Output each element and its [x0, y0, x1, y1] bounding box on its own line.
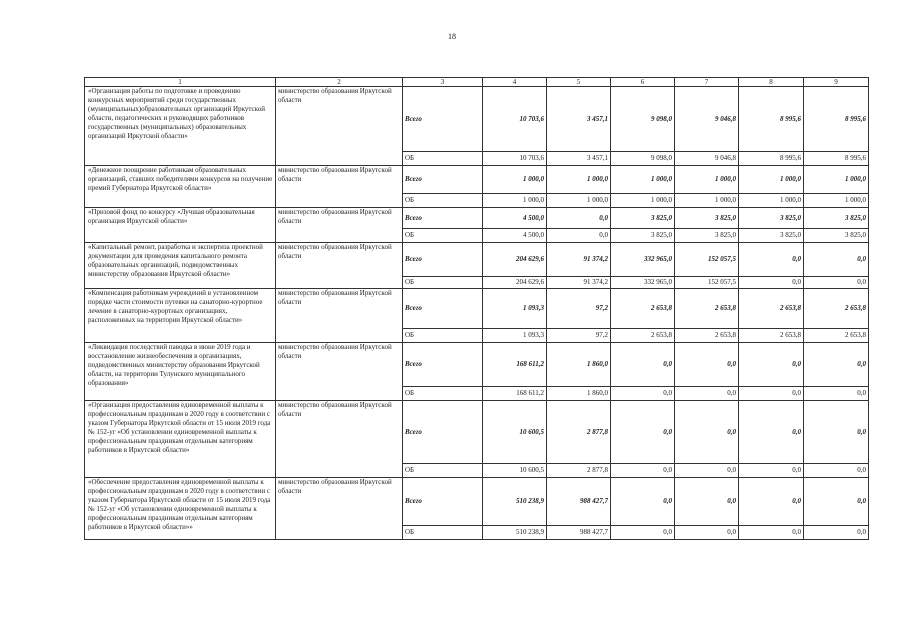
budget-value: 0,0 — [804, 526, 869, 540]
budget-value: 8 995,6 — [804, 152, 869, 166]
budget-value: 1 000,0 — [739, 194, 804, 208]
budget-value: 2 877,8 — [547, 464, 611, 478]
budget-value: 1 000,0 — [804, 194, 869, 208]
total-value: 0,0 — [804, 478, 869, 526]
measure-name: «Денежное поощрение работникам образовательных организаций, ставших победителями конкурсов на получение премий Губернатора Иркутской области» — [85, 166, 276, 208]
table-row — [85, 243, 869, 277]
budget-value: 3 825,0 — [739, 229, 804, 243]
total-value: 2 653,8 — [804, 289, 869, 329]
budget-value: 0,0 — [739, 277, 804, 289]
total-value: 988 427,7 — [547, 478, 611, 526]
total-value: 0,0 — [804, 401, 869, 464]
total-value: 3 825,0 — [611, 208, 675, 229]
total-value: 0,0 — [675, 401, 739, 464]
budget-value: 2 653,8 — [611, 329, 675, 343]
total-value: 1 000,0 — [483, 166, 547, 194]
table-row — [85, 208, 869, 229]
total-value: 1 000,0 — [804, 166, 869, 194]
budget-value: 152 057,5 — [675, 277, 739, 289]
column-header: 4 — [483, 78, 547, 87]
total-value: 2 653,8 — [739, 289, 804, 329]
budget-value: 2 653,8 — [739, 329, 804, 343]
total-value: 0,0 — [739, 243, 804, 277]
budget-source-label: ОБ — [403, 152, 483, 166]
responsible-org: министерство образования Иркутской области — [276, 87, 403, 166]
budget-value: 8 995,6 — [739, 152, 804, 166]
column-header: 1 — [85, 78, 276, 87]
measure-name: «Организация предоставления единовременной выплаты к профессиональным праздникам в 2020 году в соответствии с указом Губернатора Иркутской области от 15 июля 2019 года № 152-уг «Об установлении единовременной выплаты к профессиональным праздникам отдельным категориям работников в Иркутской области» — [85, 401, 276, 478]
responsible-org: министерство образования Иркутской области — [276, 289, 403, 343]
budget-value: 9 098,0 — [611, 152, 675, 166]
total-value: 9 046,8 — [675, 87, 739, 152]
total-value: 3 825,0 — [739, 208, 804, 229]
responsible-org: министерство образования Иркутской области — [276, 478, 403, 540]
table-row — [85, 401, 869, 464]
column-header: 7 — [675, 78, 739, 87]
budget-value: 0,0 — [675, 526, 739, 540]
budget-value: 91 374,2 — [547, 277, 611, 289]
budget-value: 10 703,6 — [483, 152, 547, 166]
total-value: 1 000,0 — [675, 166, 739, 194]
total-value: 4 500,0 — [483, 208, 547, 229]
total-label: Всего — [403, 401, 483, 464]
budget-value: 0,0 — [547, 229, 611, 243]
responsible-org: министерство образования Иркутской области — [276, 166, 403, 208]
budget-value: 0,0 — [675, 387, 739, 401]
budget-value: 3 825,0 — [804, 229, 869, 243]
budget-value: 0,0 — [739, 387, 804, 401]
total-value: 97,2 — [547, 289, 611, 329]
total-value: 204 629,6 — [483, 243, 547, 277]
total-value: 1 000,0 — [739, 166, 804, 194]
total-value: 0,0 — [739, 343, 804, 387]
total-value: 3 457,1 — [547, 87, 611, 152]
responsible-org: министерство образования Иркутской области — [276, 343, 403, 401]
budget-value: 1 860,0 — [547, 387, 611, 401]
total-value: 1 860,0 — [547, 343, 611, 387]
measure-name: «Призовой фонд по конкурсу «Лучшая образовательная организация Иркутской области» — [85, 208, 276, 243]
total-value: 0,0 — [611, 343, 675, 387]
budget-value: 4 500,0 — [483, 229, 547, 243]
total-value: 10 600,5 — [483, 401, 547, 464]
total-value: 8 995,6 — [739, 87, 804, 152]
total-value: 2 653,8 — [611, 289, 675, 329]
budget-value: 0,0 — [804, 277, 869, 289]
total-label: Всего — [403, 343, 483, 387]
budget-source-label: ОБ — [403, 277, 483, 289]
measure-name: «Компенсация работникам учреждений в установленном порядке части стоимости путевки на санаторно-курортное лечение в санаторно-курортных организациях, расположенных на территории Иркутской области» — [85, 289, 276, 343]
total-value: 0,0 — [804, 243, 869, 277]
total-value: 2 877,8 — [547, 401, 611, 464]
total-value: 2 653,8 — [675, 289, 739, 329]
total-value: 8 995,6 — [804, 87, 869, 152]
total-label: Всего — [403, 478, 483, 526]
responsible-org: министерство образования Иркутской области — [276, 401, 403, 478]
budget-value: 168 611,2 — [483, 387, 547, 401]
budget-value: 988 427,7 — [547, 526, 611, 540]
column-header: 9 — [804, 78, 869, 87]
total-label: Всего — [403, 87, 483, 152]
column-header: 5 — [547, 78, 611, 87]
budget-value: 1 093,3 — [483, 329, 547, 343]
total-value: 0,0 — [739, 401, 804, 464]
budget-value: 0,0 — [611, 526, 675, 540]
table-row — [85, 166, 869, 194]
budget-value: 1 000,0 — [675, 194, 739, 208]
budget-value: 510 238,9 — [483, 526, 547, 540]
responsible-org: министерство образования Иркутской области — [276, 208, 403, 243]
total-value: 1 000,0 — [547, 166, 611, 194]
measure-name: «Организация работы по подготовке и проведению конкурсных мероприятий среди государственных (муниципальных)образовательных организаций Иркутской области, педагогических и руководящих работников государственных (муниципальных) образовательных организаций Иркутской области» — [85, 87, 276, 166]
page-number: 18 — [448, 32, 456, 41]
total-label: Всего — [403, 243, 483, 277]
total-value: 0,0 — [675, 478, 739, 526]
total-value: 0,0 — [739, 478, 804, 526]
total-value: 1 000,0 — [611, 166, 675, 194]
table-row — [85, 87, 869, 152]
budget-source-label: ОБ — [403, 387, 483, 401]
measure-name: «Капитальный ремонт, разработка и экспертиза проектной документации для проведения капитального ремонта образовательных организаций, подведомственных министерству образования Иркутской области» — [85, 243, 276, 289]
total-value: 168 611,2 — [483, 343, 547, 387]
budget-value: 1 000,0 — [547, 194, 611, 208]
responsible-org: министерство образования Иркутской области — [276, 243, 403, 289]
column-header: 3 — [403, 78, 483, 87]
budget-value: 10 600,5 — [483, 464, 547, 478]
budget-source-label: ОБ — [403, 329, 483, 343]
total-value: 0,0 — [804, 343, 869, 387]
budget-source-label: ОБ — [403, 526, 483, 540]
total-value: 0,0 — [675, 343, 739, 387]
budget-value: 0,0 — [675, 464, 739, 478]
total-value: 332 965,0 — [611, 243, 675, 277]
budget-value: 204 629,6 — [483, 277, 547, 289]
total-value: 0,0 — [611, 401, 675, 464]
column-header: 6 — [611, 78, 675, 87]
budget-value: 1 000,0 — [483, 194, 547, 208]
budget-value: 0,0 — [739, 464, 804, 478]
total-value: 10 703,6 — [483, 87, 547, 152]
budget-value: 3 457,1 — [547, 152, 611, 166]
budget-value: 3 825,0 — [675, 229, 739, 243]
budget-source-label: ОБ — [403, 194, 483, 208]
column-header: 8 — [739, 78, 804, 87]
total-value: 91 374,2 — [547, 243, 611, 277]
total-value: 3 825,0 — [675, 208, 739, 229]
table-row — [85, 289, 869, 329]
column-header: 2 — [276, 78, 403, 87]
budget-value: 332 965,0 — [611, 277, 675, 289]
table-row — [85, 343, 869, 387]
measure-name: «Ликвидация последствий паводка в июне 2019 года и восстановление жизнеобеспечения в организациях, подведомственных министерству образования Иркутской области, на территории Тулунского муниципального образования» — [85, 343, 276, 401]
budget-source-label: ОБ — [403, 464, 483, 478]
total-value: 0,0 — [547, 208, 611, 229]
total-value: 1 093,3 — [483, 289, 547, 329]
total-label: Всего — [403, 289, 483, 329]
budget-value: 0,0 — [804, 387, 869, 401]
budget-value: 2 653,8 — [804, 329, 869, 343]
total-label: Всего — [403, 208, 483, 229]
budget-value: 0,0 — [611, 464, 675, 478]
total-value: 510 238,9 — [483, 478, 547, 526]
budget-value: 2 653,8 — [675, 329, 739, 343]
total-value: 9 098,0 — [611, 87, 675, 152]
budget-value: 0,0 — [804, 464, 869, 478]
header-row — [85, 78, 869, 87]
budget-table — [84, 77, 869, 540]
total-value: 0,0 — [611, 478, 675, 526]
budget-value: 1 000,0 — [611, 194, 675, 208]
budget-source-label: ОБ — [403, 229, 483, 243]
measure-name: «Обеспечение предоставления единовременной выплаты к профессиональным праздникам в 2020 году в соответствии с указом Губернатора Иркутской области от 15 июля 2019 года № 152-уг «Об установлении единовременной выплаты к профессиональным праздникам отдельным категориям работников в Иркутской области»» — [85, 478, 276, 540]
total-value: 3 825,0 — [804, 208, 869, 229]
budget-value: 97,2 — [547, 329, 611, 343]
total-value: 152 057,5 — [675, 243, 739, 277]
table-row — [85, 478, 869, 526]
budget-value: 3 825,0 — [611, 229, 675, 243]
budget-value: 9 046,8 — [675, 152, 739, 166]
budget-value: 0,0 — [611, 387, 675, 401]
budget-value: 0,0 — [739, 526, 804, 540]
total-label: Всего — [403, 166, 483, 194]
